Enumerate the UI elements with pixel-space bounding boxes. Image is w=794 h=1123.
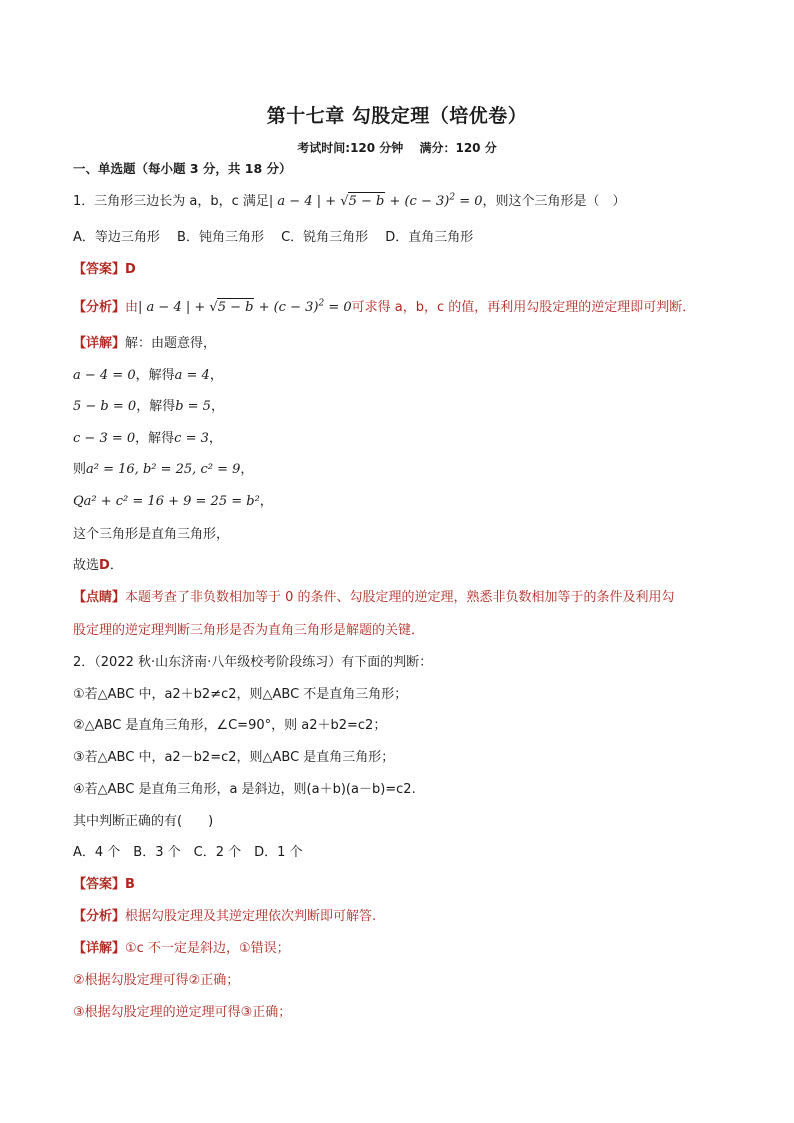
q1-then: 则a² = 16, b² = 25, c² = 9， [73, 462, 254, 477]
q1-comment-cont: 股定理的逆定理判断三角形是否为直角三角形是解题的关键． [73, 623, 425, 638]
q1-conclusion: 这个三角形是直角三角形， [73, 527, 230, 542]
q1-step-1: a − 4 = 0，解得a = 4， [73, 368, 223, 383]
q2-detail-3: ③根据勾股定理的逆定理可得③正确； [73, 1005, 292, 1020]
q2-stem: 2．（2022 秋·山东济南·八年级校考阶段练习）有下面的判断： [73, 655, 433, 670]
q1-step-3: c − 3 = 0，解得c = 3， [73, 431, 222, 446]
q1-stem-math: | a − 4 | + $√5 - b + (c - 3)^2 = 0$ [268, 192, 483, 209]
q1-analysis: 【分析】由| a − 4 | + $√5 - b + (c - 3)^2 = 0$可求得 a，b，c 的值，再利用勾股定理的逆定理即可判断． [73, 298, 696, 315]
q1-choose: 故选D． [73, 558, 123, 573]
section-heading: 一、单选题（每小题 3 分，共 18 分） [73, 161, 292, 176]
q2-item-2: ②△ABC 是直角三角形，∠C=90°，则 a2＋b2=c2； [73, 718, 387, 733]
q2-item-4: ④若△ABC 是直角三角形，a 是斜边，则(a＋b)(a－b)=c2. [73, 782, 416, 797]
q2-answer [73, 876, 135, 894]
q1-stem-end: ，则这个三角形是（ ） [482, 194, 626, 209]
q1-comment: 【点睛】本题考查了非负数相加等于 0 的条件、勾股定理的逆定理，熟悉非负数相加等于的条件及利用勾 [73, 590, 675, 605]
q1-step-2: 5 − b = 0，解得b = 5， [73, 399, 224, 414]
q1-options: A．等边三角形 B．钝角三角形 C．锐角三角形 D．直角三角形 [73, 230, 474, 245]
q1-stem-text: 1．三角形三边长为 a，b，c 满足 [73, 194, 269, 209]
exam-info: 考试时间:120 分钟 满分：120 分 [297, 141, 497, 155]
answer-label: 【答案】 [73, 262, 126, 277]
answer-value: D [125, 262, 136, 277]
q2-analysis: 【分析】根据勾股定理及其逆定理依次判断即可解答. [73, 909, 377, 924]
comment-label: 【点睛】 [73, 590, 126, 605]
answer-value: B [125, 877, 135, 892]
analysis-label: 【分析】 [73, 300, 126, 315]
analysis-label: 【分析】 [73, 909, 126, 924]
q1-answer [73, 261, 136, 279]
q2-question: 其中判断正确的有( ) [73, 814, 214, 829]
page-title: 第十七章 勾股定理（培优卷） [266, 105, 528, 127]
answer-label: 【答案】 [73, 877, 126, 892]
detail-label: 【详解】 [73, 941, 126, 956]
q1-stem [73, 192, 626, 211]
analysis-math: | a − 4 | + $√5 - b + (c - 3)^2 = 0$ [138, 298, 352, 315]
detail-label: 【详解】 [73, 336, 126, 351]
q2-item-1: ①若△ABC 中，a2＋b2≠c2，则△ABC 不是直角三角形； [73, 687, 408, 702]
q2-options: A．4 个 B．3 个 C．2 个 D．1 个 [73, 845, 303, 860]
detail-intro: 解：由题意得， [125, 336, 217, 351]
q2-detail-1: 【详解】①c 不一定是斜边，①错误； [73, 941, 290, 956]
q2-item-3: ③若△ABC 中，a2－b2=c2，则△ABC 是直角三角形； [73, 750, 395, 765]
q1-since: Qa² + c² = 16 + 9 = 25 = b²， [73, 494, 273, 509]
q2-detail-2: ②根据勾股定理可得②正确； [73, 973, 240, 988]
q1-detail [73, 335, 216, 353]
